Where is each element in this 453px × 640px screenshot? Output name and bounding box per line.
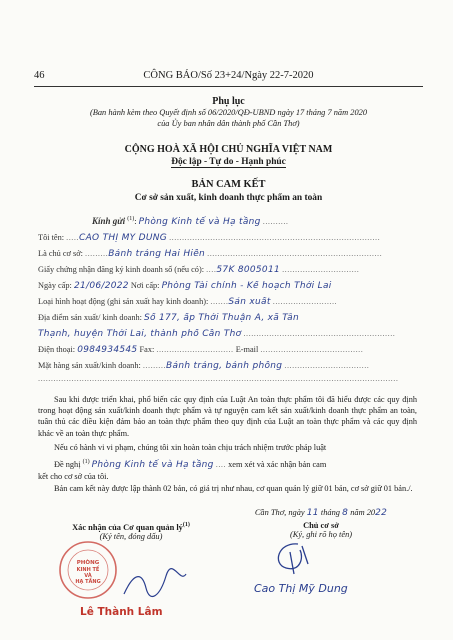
contact-line: Điện thoại: 0984934545 Fax: .............................. E-mail ........................................ [38,345,364,355]
header-divider [34,86,423,87]
commitment-paragraph: Sau khi được triển khai, phổ biến các quy định của Luật An toàn thực phẩm tôi đã hiểu được các quy định trong hoạt động sản xuất/kinh doanh thực phẩm và tự nguyện cam kết sản xuất/kinh doanh thực phẩm an toàn, tuân thủ các điều kiện đảm bảo an toàn thực phẩm theo quy định của Luật an toàn thực phẩm và các quy định khác về an toàn thực phẩm. [38,395,417,438]
official-stamp [58,540,118,600]
owner-sig-title: Chủ cơ sở [303,521,339,530]
address-line-1 [38,313,417,326]
authority-title-text: Xác nhận của Cơ quan quản lý [72,522,183,532]
nation-motto [34,157,423,167]
copies-paragraph: Bản cam kết này được lập thành 02 bản, có giá trị như nhau, cơ quan quản lý giữ 01 bản, cơ sở giữ 01 bản./. [54,484,413,493]
nation-name: CỘNG HOÀ XÃ HỘI CHỦ NGHĨA VIỆT NAM [124,144,333,155]
officer-name: Lê Thành Lâm [80,606,163,618]
address-value-1: Số 177, ấp Thới Thuận A, xã Tân [144,313,299,323]
svg-text:KINH TẾ: KINH TẾ [76,567,100,573]
address-label: Địa điểm sản xuất/ kinh doanh: [38,313,142,322]
issue-date-label: Ngày cấp: [38,281,72,290]
month-label: tháng [320,508,340,517]
blank-dotted-line: ............................................................................................................................................ [38,374,399,383]
products-value: Bánh tráng, bánh phồng [166,361,283,371]
issued-line-2: của Ủy ban nhân dân thành phố Cần Thơ) [157,118,300,128]
gazette-header [34,70,423,84]
officer-signature [120,566,190,602]
recipient-sup: (1) [127,216,135,223]
document-subtitle: Cơ sở sản xuất, kinh doanh thực phẩm an toàn [134,193,323,203]
address-value-2: Thạnh, huyện Thới Lai, thành phố Cần Thơ [38,329,242,339]
svg-text:PHÒNG: PHÒNG [76,560,100,566]
issued-line-1: (Ban hành kèm theo Quyết định số 06/2020/QĐ-UBND ngày 17 tháng 7 năm 2020 [89,108,368,117]
request-sup: (1) [82,459,90,465]
request-line-2: kết cho cơ sở của tôi. [38,471,109,481]
recipient-label: Kính gửi [92,216,126,226]
phone-value: 0984934545 [77,345,138,355]
address-line-2: Thạnh, huyện Thới Lai, thành phố Cần Thơ ........................................................... [38,329,396,339]
owner-handwritten-name: Cao Thị Mỹ Dung [254,582,348,595]
svg-text:VÀ: VÀ [84,573,92,579]
request-paragraph: Đề nghị $^{(1)}$ Phòng Kinh tế và Hạ tầng .... xem xét và xác nhận bản cam kết cho cơ sở của tôi. [38,457,417,482]
issue-place-label: Nơi cấp: [130,281,160,290]
request-value: Phòng Kinh tế và Hạ tầng [91,459,214,470]
gazette-title: CÔNG BÁO/Số 23+24/Ngày 22-7-2020 [143,70,314,81]
recipient-value: Phòng Kinh tế và Hạ tầng [138,217,261,227]
place-date-prefix: Cần Thơ, ngày [254,508,305,517]
place-date [236,508,406,518]
date-month: 8 [342,508,349,518]
activity-label: Loại hình hoạt động (ghi sản xuất hay kinh doanh): [38,297,209,306]
appendix-title: Phụ lục [212,96,245,107]
name-line: Tôi tên: .....CAO THỊ MỸ DUNG .................................................................................. [38,233,381,243]
motto-text: Độc lập - Tự do - Hạnh phúc [171,157,286,167]
license-label: Giấy chứng nhận đăng ký kinh doanh số (nếu có): [38,265,205,274]
fax-label: Fax: [139,345,155,354]
issue-line [38,281,417,294]
svg-text:HẠ TẦNG: HẠ TẦNG [75,579,101,585]
license-line: Giấy chứng nhận đăng ký kinh doanh số (nếu có): ....57K 8005011 .............................. [38,265,360,275]
liability-paragraph: Nếu có hành vi vi phạm, chúng tôi xin hoàn toàn chịu trách nhiệm trước pháp luật [54,443,327,452]
page-number: 46 [34,70,45,81]
owner-signature [268,538,314,578]
owner-sig-note: (Ký, ghi rõ họ tên) [289,530,353,539]
date-day: 11 [306,508,319,518]
name-label: Tôi tên: [38,233,65,242]
authority-sup: (1) [182,522,190,528]
owner-label: Là chủ cơ sở: [38,249,83,258]
products-line: Mặt hàng sản xuất/kinh doanh: .........Bánh tráng, bánh phồng ................................. [38,361,370,371]
name-value: CAO THỊ MỸ DUNG [79,233,168,243]
request-tail: xem xét và xác nhận bản cam [228,459,327,469]
owner-line: Là chủ cơ sở: .........Bánh tráng Hai Hiền .................................................................... [38,249,383,259]
recipient-line: Kính gửi $^{(1)}$: Phòng Kinh tế và Hạ tầng .......... [92,216,289,227]
issue-date-value: 21/06/2022 [73,281,129,291]
products-label: Mặt hàng sản xuất/kinh doanh: [38,361,141,370]
signature-owner [236,508,406,539]
document-title: BẢN CAM KẾT [191,179,266,190]
request-label: Đề nghị [54,459,81,469]
phone-label: Điện thoại: [38,345,76,354]
email-label: E-mail [235,345,259,354]
authority-sig-title [46,522,216,532]
signature-authority [46,522,216,541]
authority-sig-note: (Ký tên, đóng dấu) [99,531,163,541]
activity-value: Sản xuất [228,297,271,307]
activity-line: Loại hình hoạt động (ghi sản xuất hay kinh doanh): .......Sản xuất ......................... [38,297,338,307]
year-label: năm 20 [350,508,376,517]
issued-note [34,108,423,129]
license-value: 57K 8005011 [216,265,281,275]
date-year: 22 [375,508,388,518]
owner-value: Bánh tráng Hai Hiền [108,249,206,259]
issue-place-value: Phòng Tài chính - Kế hoạch Thới Lai [161,281,332,291]
